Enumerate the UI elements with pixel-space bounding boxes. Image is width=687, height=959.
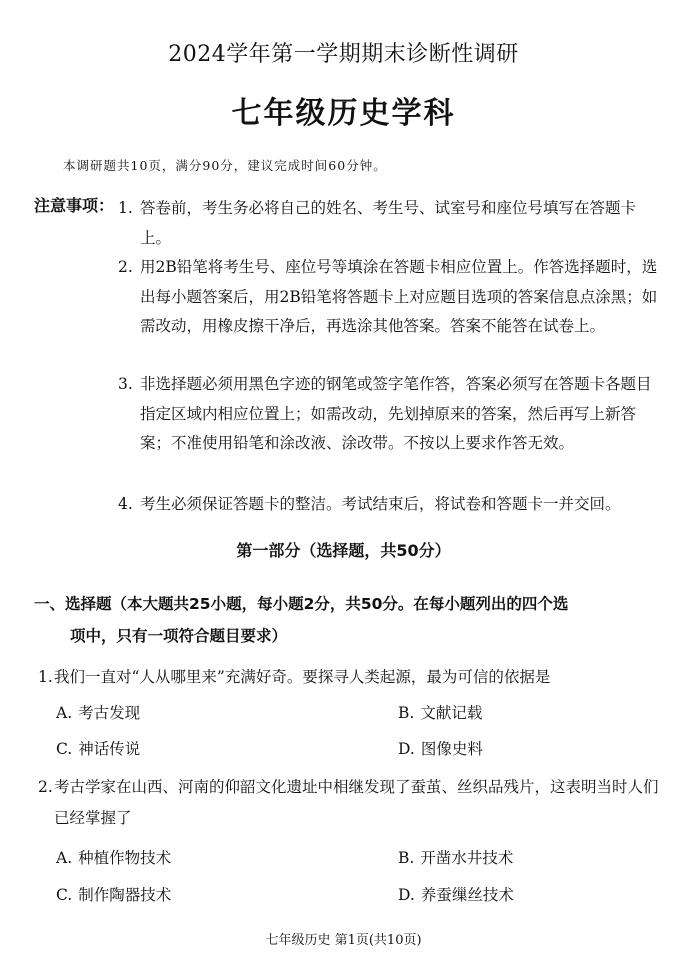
notice-item-number: 3. <box>118 375 133 393</box>
question-number: 2. <box>38 778 53 796</box>
option-a[interactable] <box>56 846 171 870</box>
notice-item <box>118 194 663 253</box>
notice-item <box>118 253 663 342</box>
notice-item <box>118 490 663 520</box>
option-d[interactable] <box>398 883 514 907</box>
question-text: 我们一直对“人从哪里来”充满好奇。要探寻人类起源，最为可信的依据是 <box>54 668 551 686</box>
section-header-line1: 一、选择题（本大题共25小题，每小题2分，共50分。在每小题列出的四个选 <box>34 595 569 613</box>
option-c[interactable] <box>56 737 140 761</box>
option-d[interactable] <box>398 737 483 761</box>
question-1 <box>38 662 660 693</box>
option-a[interactable] <box>56 701 140 725</box>
notice-item-text: 非选择题必须用黑色字迹的钢笔或签字笔作答，答案必须写在答题卡各题目指定区域内相应位置上；如需改动，先划掉原来的答案，然后再写上新答案；不准使用铅笔和涂改液、涂改带。不按以上要求作答无效。 <box>140 375 652 452</box>
option-c[interactable] <box>56 883 171 907</box>
option-text: 图像史料 <box>420 740 483 758</box>
option-label: C. <box>56 886 73 904</box>
exam-info: 本调研题共10页，满分90分，建议完成时间60分钟。 <box>63 158 387 173</box>
option-label: D. <box>398 740 415 758</box>
option-text: 考古发现 <box>78 704 141 722</box>
option-text: 种植作物技术 <box>78 849 172 867</box>
part-title: 第一部分（选择题，共50分） <box>236 541 451 560</box>
notice-item-number: 4. <box>118 495 133 513</box>
section-header <box>34 588 664 652</box>
notice-item-number: 1. <box>118 199 133 217</box>
option-label: A. <box>56 704 73 722</box>
question-number: 1. <box>38 668 53 686</box>
question-text: 考古学家在山西、河南的仰韶文化遗址中相继发现了蚕茧、丝织品残片，这表明当时人们已经掌握了 <box>54 778 659 827</box>
exam-title: 2024学年第一学期期末诊断性调研 <box>168 42 519 67</box>
option-label: D. <box>398 886 415 904</box>
option-label: C. <box>56 740 73 758</box>
option-text: 神话传说 <box>78 740 141 758</box>
option-text: 开凿水井技术 <box>420 849 514 867</box>
notice-item-number: 2. <box>118 258 133 276</box>
notice-item-text: 用2B铅笔将考生号、座位号等填涂在答题卡相应位置上。作答选择题时，选出每小题答案后，用2B铅笔将答题卡上对应题目选项的答案信息点涂黑；如需改动，用橡皮擦干净后，再选涂其他答案。答案不能答在试卷上。 <box>140 258 658 335</box>
notice-item-text: 考生必须保证答题卡的整洁。考试结束后，将试卷和答题卡一并交回。 <box>140 495 621 513</box>
subject-title: 七年级历史学科 <box>231 96 456 131</box>
notice-item <box>118 370 663 459</box>
notice-item-text: 答卷前，考生务必将自己的姓名、考生号、试室号和座位号填写在答题卡上。 <box>140 199 637 247</box>
option-label: B. <box>398 849 415 867</box>
question-2 <box>38 772 660 834</box>
notice-label: 注意事项： <box>34 196 115 215</box>
option-b[interactable] <box>398 701 482 725</box>
section-header-line2: 项中，只有一项符合题目要求） <box>70 627 288 645</box>
option-text: 制作陶器技术 <box>78 886 172 904</box>
option-label: B. <box>398 704 415 722</box>
option-b[interactable] <box>398 846 513 870</box>
option-text: 养蚕缫丝技术 <box>420 886 514 904</box>
option-label: A. <box>56 849 73 867</box>
option-text: 文献记载 <box>420 704 483 722</box>
page-footer: 七年级历史 第1页(共10页) <box>265 933 422 948</box>
